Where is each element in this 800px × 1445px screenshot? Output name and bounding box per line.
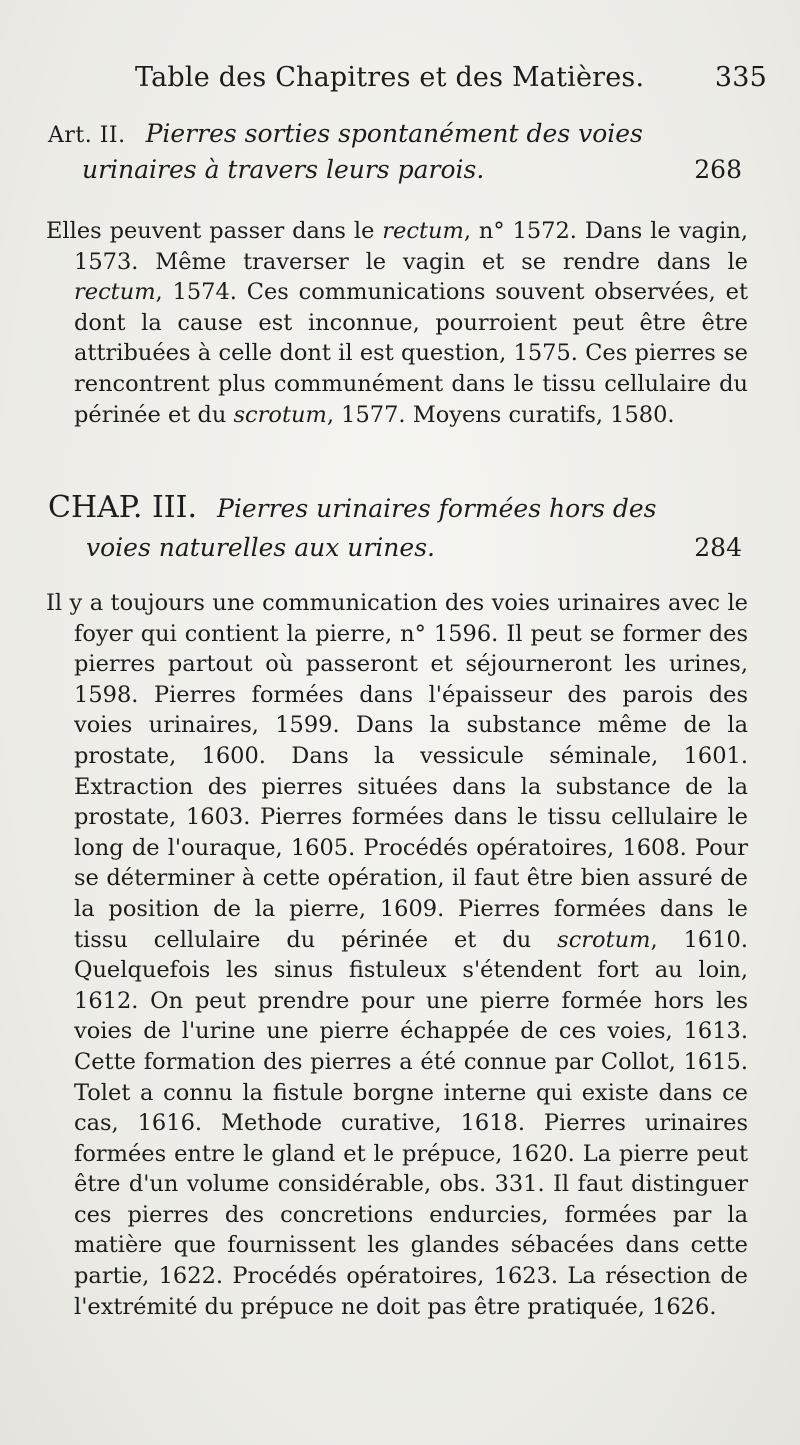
article-title-line-2: urinaires à travers leurs parois. <box>82 155 485 184</box>
heading-line-2 <box>48 530 742 566</box>
italic-term: rectum <box>74 279 156 306</box>
chapter-summary-paragraph <box>46 588 748 1322</box>
chapter-label: CHAP. III. <box>48 490 198 525</box>
chapter-page-ref: 284 <box>694 533 742 562</box>
heading-line-2 <box>48 152 742 188</box>
heading-line-1 <box>48 490 742 530</box>
page-number: 335 <box>714 62 767 93</box>
chapter-title-line-1: Pierres urinaires formées hors des <box>217 494 657 523</box>
italic-term: scrotum <box>233 401 327 428</box>
running-head <box>135 62 775 102</box>
text-run: , 1574. Ces communications souvent observées, et dont la cause est inconnue, pourroient peut être être attribuées à celle dont il est question, 1575. Ces pierres se rencontrent plus communément dans le tissu cellulaire du périnée et du <box>74 279 748 428</box>
italic-term: rectum <box>382 218 464 244</box>
running-head-title: Table des Chapitres et des Matières. <box>135 62 645 93</box>
text-run: , 1577. Moyens curatifs, 1580. <box>326 401 675 428</box>
article-heading <box>48 116 742 188</box>
article-label: Art. II. <box>48 123 126 148</box>
heading-line-1 <box>48 116 742 152</box>
article-title-line-1: Pierres sorties spontanément des voies <box>145 119 643 148</box>
chapter-heading <box>48 490 742 566</box>
text-run: Il y a toujours une communication des voies urinaires avec le foyer qui contient la pierre, n° 1596. Il peut se former des pierres partout où passeront et séjourneront les urines, 1598. Pierres formées dans l'épaisseur des parois des voies urinaires, 1599. Dans la substance même de la prostate, 1600. Dans la vessicule séminale, 1601. Extraction des pierres situées dans la substance de la prostate, 1603. Pierres formées dans le tissu cellulaire le long de l'ouraque, 1605. Procédés opératoires, 1608. Pour se déterminer à cette opération, il faut être bien assuré de la position de la pierre, 1609. Pierres formées dans le tissu cellulaire du périnée et du <box>46 590 748 953</box>
chapter-title-line-2: voies naturelles aux urines. <box>86 533 435 562</box>
text-run: , n° 1572. Dans le vagin, 1573. Même traverser le vagin et se rendre dans le <box>74 218 749 275</box>
text-run: , 1610. Quelquefois les sinus fistuleux s'étendent fort au loin, 1612. On peut prendre pour une pierre formée hors les voies de l'urine une pierre échappée de ces voies, 1613. Cette formation des pierres a été connue par Collot, 1615. Tolet a connu la fistule borgne interne qui existe dans ce cas, 1616. Methode curative, 1618. Pierres urinaires formées entre le gland et le prépuce, 1620. La pierre peut être d'un volume considérable, obs. 331. Il faut distinguer ces pierres des concretions endurcies, formées par la matière que fournissent les glandes sébacées dans cette partie, 1622. Procédés opératoires, 1623. La résection de l'extrémité du prépuce ne doit pas être pratiquée, 1626. <box>74 926 749 1320</box>
article-page-ref: 268 <box>694 155 742 184</box>
text-run: Elles peuvent passer dans le <box>46 218 383 244</box>
article-summary-paragraph <box>46 216 748 430</box>
italic-term: scrotum <box>557 926 651 953</box>
